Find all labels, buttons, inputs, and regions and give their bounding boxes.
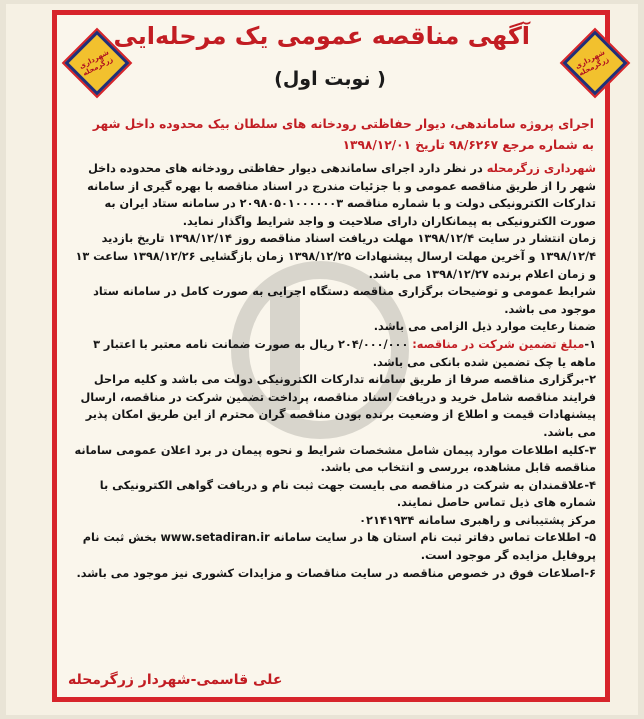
- item-1-text: ۲۰۴/۰۰۰/۰۰۰ ریال به صورت ضمانت نامه معتبر با اعتبار ۳ ماهه یا چک تضمین شده بانکی می باشد.: [93, 337, 596, 369]
- item-1: [68, 336, 596, 371]
- notice-round: ( نوبت اول): [274, 68, 386, 90]
- general-paragraph: شرایط عمومی و توضیحات برگزاری مناقصه دستگاه اجرایی به صورت کامل در سامانه ستاد موجود می باشد.: [93, 285, 596, 316]
- item-5-prefix: ۵- اطلاعات تماس دفاتر ثبت نام استان ها در سایت سامانه: [269, 531, 596, 545]
- municipality-name: شهرداری زرگرمحله: [486, 162, 596, 175]
- dates-paragraph: زمان انتشار در سایت ۱۳۹۸/۱۲/۴ مهلت دریافت اسناد مناقصه روز ۱۳۹۸/۱۲/۱۴ تاریخ بازدید ۱۳۹۸/۱۲/۴ و آخرین مهلت ارسال پیشنهادات ۱۳۹۸/۱۲/۲۵ زمان بازگشایی ۱۳۹۸/۱۲/۲۶ ساعت ۱۳ و زمان اعلام برنده ۱۳۹۸/۱۲/۲۷ می باشد.: [75, 232, 596, 281]
- notice-body: [68, 160, 596, 582]
- item-5-suffix: بخش ثبت نام پروفایل مزایده گر موجود است.: [82, 531, 596, 563]
- support-line: مرکز پشتیبانی و راهبری سامانه ۰۲۱۴۱۹۳۴: [359, 513, 596, 527]
- website-link[interactable]: www.setadiran.ir: [160, 531, 270, 545]
- item-2: ۲-برگزاری مناقصه صرفا از طریق سامانه تدارکات الکترونیکی دولت می باشد و کلیه مراحل فرایند مناقصه شامل خرید و دریافت اسناد مناقصه، پرداخت تضمین شرکت در مناقصه، ارسال پیشنهادات قیمت و اطلاع از وضعیت برنده بودن مناقصه گران محترم از این طریق امکان پذیر می باشد.: [80, 373, 596, 439]
- item-1-prefix: ۱-: [584, 337, 596, 351]
- signature: علی قاسمی-شهردار زرگرمحله: [68, 672, 283, 688]
- logo-left-text: شهرداری زرگرمحله: [77, 48, 115, 78]
- project-heading: [68, 114, 594, 156]
- item-6: ۶-اصلاعات فوق در خصوص مناقصه در سایت مناقصات و مزایدات کشوری نیز موجود می باشد.: [76, 566, 596, 580]
- intro-text: در نظر دارد اجرای ساماندهی دیوار حفاظتی رودخانه های محدوده داخل شهر را از طریق مناقصه عمومی و با جزئیات مندرج در اسناد مناقصه با بهره گیری از سامانه تدارکات الکترونیکی دولت و با شماره مناقصه ۲۰۹۸۰۵۰۱۰۰۰۰۰۰۳ در سامانه ستاد ایران به صورت الکترونیکی به پیمانکاران دارای صلاحیت و واجد شرایط واگذار نماید.: [87, 162, 596, 228]
- note-paragraph: ضمنا رعایت موارد ذیل الزامی می باشد.: [373, 320, 596, 334]
- logo-right-text: شهرداری زرگرمحله: [573, 48, 611, 78]
- notice-title: آگهی مناقصه عمومی یک مرحله‌ایی: [113, 22, 530, 50]
- item-1-label: مبلغ تضمین شرکت در مناقصه:: [408, 337, 585, 351]
- item-5: [68, 529, 596, 564]
- item-4: ۴-علاقمندان به شرکت در مناقصه می بایست جهت ثبت نام و دریافت گواهی الکترونیکی با شماره های ذیل تماس حاصل نمایند.: [99, 478, 596, 510]
- project-reference: به شماره مرجع ۹۸/۶۲۶۷ تاریخ ۱۳۹۸/۱۲/۰۱: [342, 138, 594, 152]
- intro-paragraph: [68, 160, 596, 230]
- item-3: ۳-کلیه اطلاعات موارد پیمان شامل مشخصات شرایط و نحوه پیمان در برد اعلان عمومی سامانه مناقصه قابل مشاهده، بررسی و انتخاب می باشد.: [74, 443, 596, 475]
- project-title: اجرای پروژه ساماندهی، دیوار حفاظتی رودخانه های سلطان بیک محدوده داخل شهر: [92, 117, 594, 131]
